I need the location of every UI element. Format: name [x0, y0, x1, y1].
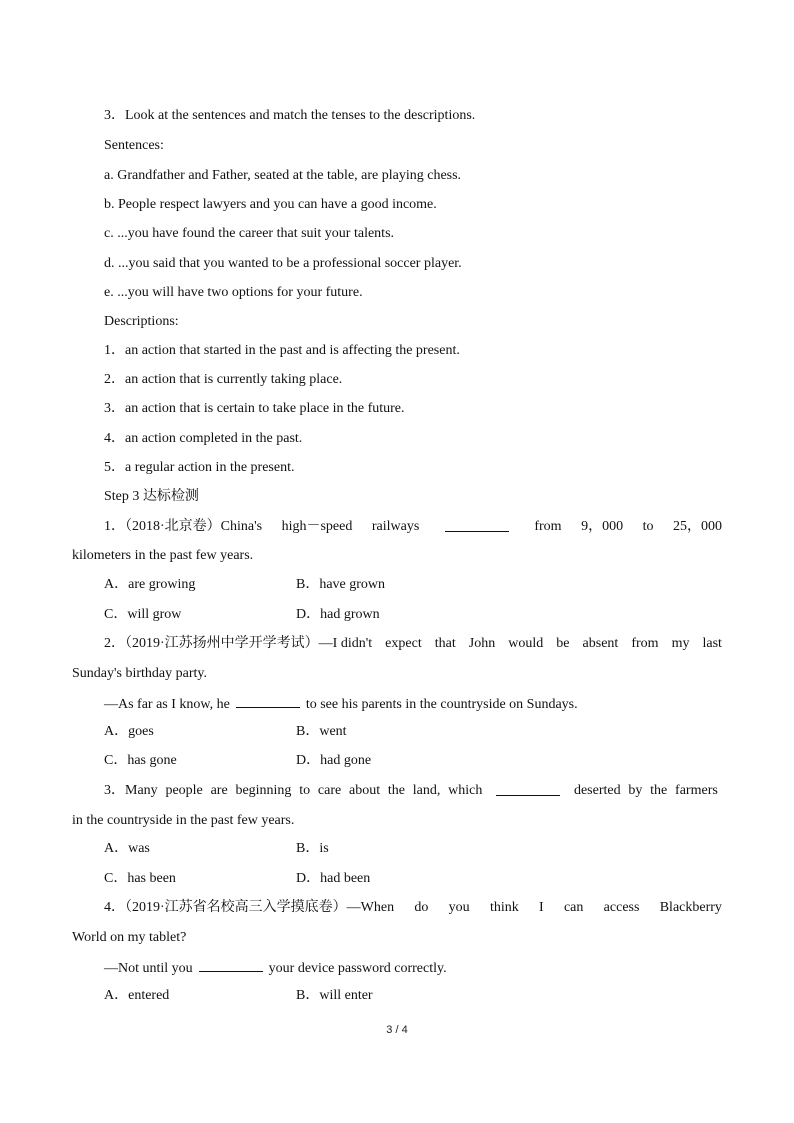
q2-word: 2．（2019·江苏扬州中学开学考试）—I didn't: [104, 636, 373, 651]
q1-word: to: [642, 519, 654, 534]
q2-word: be: [556, 636, 570, 651]
q4-option-a: A．entered: [104, 988, 170, 1003]
question-1-line-2: kilometers in the past few years.: [72, 548, 254, 563]
q1-word: railways: [371, 519, 420, 534]
q3-option-a: A．was: [104, 841, 150, 856]
sentence-c: c. ...you have found the career that suit your talents.: [104, 226, 395, 241]
q2-prefix: —As far as I know, he: [104, 697, 230, 712]
q2-option-d: D．had gone: [296, 753, 372, 768]
answer-blank[interactable]: [236, 694, 300, 708]
q3-option-b: B．is: [296, 841, 329, 856]
description-4: 4．an action completed in the past.: [104, 431, 303, 446]
q4-word: do: [414, 900, 429, 915]
sentence-e: e. ...you will have two options for your future.: [104, 285, 363, 300]
descriptions-label: Descriptions:: [104, 314, 179, 329]
q3-word: about: [348, 783, 381, 798]
q3-option-d: D．had been: [296, 871, 371, 886]
q2-word: would: [508, 636, 544, 651]
q3-word: 3．Many: [104, 783, 158, 798]
q3-word: farmers: [675, 783, 718, 798]
q3-word: deserted: [573, 783, 621, 798]
q4-word: think: [489, 900, 519, 915]
q3-word: land,: [412, 783, 441, 798]
sentence-d: d. ...you said that you wanted to be a professional soccer player.: [104, 256, 462, 271]
q3-word: the: [650, 783, 668, 798]
q4-word: I: [539, 900, 544, 915]
q3-word: which: [448, 783, 483, 798]
question-4-line-1: [104, 899, 722, 917]
q3-word: the: [387, 783, 405, 798]
q3-word: to: [299, 783, 311, 798]
section-instruction: 3．Look at the sentences and match the tenses to the descriptions.: [104, 108, 476, 123]
q1-word: 25，000: [673, 519, 722, 534]
description-3: 3．an action that is certain to take place in the future.: [104, 401, 405, 416]
q2-option-a: A．goes: [104, 724, 154, 739]
q4-suffix: your device password correctly.: [268, 961, 447, 976]
q3-word: are: [210, 783, 228, 798]
answer-blank[interactable]: [445, 518, 509, 532]
step3-heading: Step 3 达标检测: [104, 489, 199, 504]
q1-word: 9，000: [581, 519, 624, 534]
q1-word: from: [534, 519, 562, 534]
q4-word: Blackberry: [659, 900, 722, 915]
sentence-a: a. Grandfather and Father, seated at the table, are playing chess.: [104, 168, 462, 183]
q1-word: high－speed: [281, 519, 353, 534]
question-1-line-1: [104, 518, 722, 536]
question-4-line-3: [104, 958, 447, 978]
question-2-line-3: [104, 694, 578, 714]
q2-option-c: C．has gone: [104, 753, 177, 768]
question-3-line-1: [104, 782, 718, 800]
sentences-label: Sentences:: [104, 138, 164, 153]
q3-option-c: C．has been: [104, 871, 176, 886]
q2-word: John: [468, 636, 496, 651]
q1-option-b: B．have grown: [296, 577, 386, 592]
page-number: 3 / 4: [386, 1024, 408, 1036]
q2-word: expect: [385, 636, 422, 651]
q3-word: people: [165, 783, 203, 798]
answer-blank[interactable]: [496, 782, 560, 796]
q4-prefix: —Not until you: [104, 961, 193, 976]
question-4-line-2: World on my tablet?: [72, 930, 187, 945]
question-3-line-2: in the countryside in the past few years.: [72, 813, 295, 828]
q4-option-b: B．will enter: [296, 988, 373, 1003]
sentence-b: b. People respect lawyers and you can have a good income.: [104, 197, 437, 212]
q2-word: that: [434, 636, 456, 651]
q3-word: by: [628, 783, 643, 798]
q1-option-a: A．are growing: [104, 577, 196, 592]
q4-word: you: [448, 900, 470, 915]
q4-word: access: [603, 900, 640, 915]
q1-word: 1．（2018·北京卷）China's: [104, 519, 263, 534]
q2-suffix: to see his parents in the countryside on Sundays.: [305, 697, 578, 712]
description-2: 2．an action that is currently taking place.: [104, 372, 343, 387]
q2-word: from: [631, 636, 659, 651]
question-2-line-2: Sunday's birthday party.: [72, 666, 207, 681]
q4-word: can: [563, 900, 584, 915]
q3-word: beginning: [235, 783, 292, 798]
q1-option-c: C．will grow: [104, 607, 182, 622]
answer-blank[interactable]: [199, 958, 263, 972]
description-5: 5．a regular action in the present.: [104, 460, 295, 475]
q2-word: last: [702, 636, 722, 651]
q3-word: care: [317, 783, 342, 798]
q4-word: 4．（2019·江苏省名校高三入学摸底卷）—When: [104, 900, 395, 915]
question-2-line-1: [104, 635, 722, 653]
q2-word: my: [671, 636, 690, 651]
q2-word: absent: [582, 636, 619, 651]
q1-option-d: D．had grown: [296, 607, 380, 622]
q2-option-b: B．went: [296, 724, 347, 739]
description-1: 1．an action that started in the past and is affecting the present.: [104, 343, 460, 358]
